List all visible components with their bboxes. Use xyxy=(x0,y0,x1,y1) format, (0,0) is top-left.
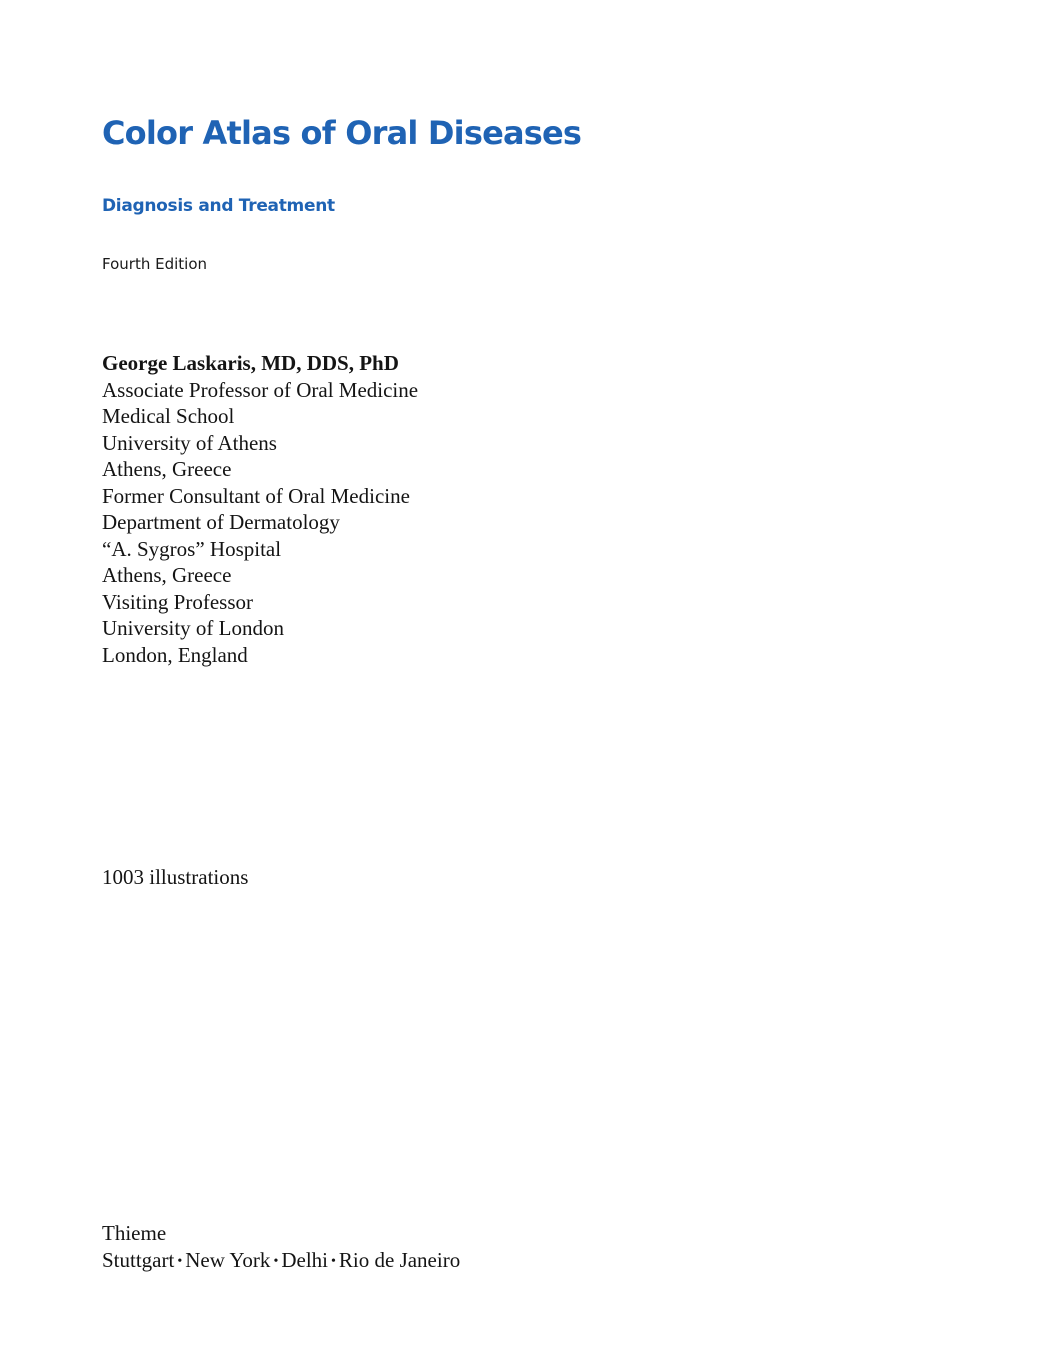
affiliation-line: Former Consultant of Oral Medicine xyxy=(102,483,410,508)
affiliation-line: University of London xyxy=(102,616,284,640)
author-name: George Laskaris, MD, DDS, PhD xyxy=(102,351,399,375)
publisher-city: Stuttgart xyxy=(102,1248,175,1272)
affiliation-line: Department of Dermatology xyxy=(102,510,340,534)
edition-label: Fourth Edition xyxy=(102,255,207,273)
publisher-city: Rio de Janeiro xyxy=(338,1248,461,1272)
affiliation-line: Athens, Greece xyxy=(102,457,232,481)
publisher-name: Thieme xyxy=(102,1221,167,1245)
bullet-separator: • xyxy=(273,1254,279,1269)
affiliation-line: Medical School xyxy=(102,404,235,428)
book-title: Color Atlas of Oral Diseases xyxy=(102,114,582,152)
author-block xyxy=(102,350,418,668)
affiliation-line: Visiting Professor xyxy=(102,589,253,614)
affiliation-line: University of Athens xyxy=(102,430,277,455)
affiliation-line: Associate Professor of Oral Medicine xyxy=(102,377,419,402)
publisher-city: Delhi xyxy=(281,1248,328,1272)
bullet-separator: • xyxy=(331,1254,336,1269)
affiliation-line: Athens, Greece xyxy=(102,563,232,587)
affiliation-line: “A. Sygros” Hospital xyxy=(102,536,282,561)
book-subtitle: Diagnosis and Treatment xyxy=(102,196,335,216)
bullet-separator: • xyxy=(177,1254,183,1269)
publisher-city: New York xyxy=(185,1248,271,1272)
publisher-cities xyxy=(102,1247,460,1275)
affiliation-line: London, England xyxy=(102,642,248,667)
publisher-block xyxy=(102,1220,460,1275)
illustrations-count: 1003 illustrations xyxy=(102,865,249,889)
